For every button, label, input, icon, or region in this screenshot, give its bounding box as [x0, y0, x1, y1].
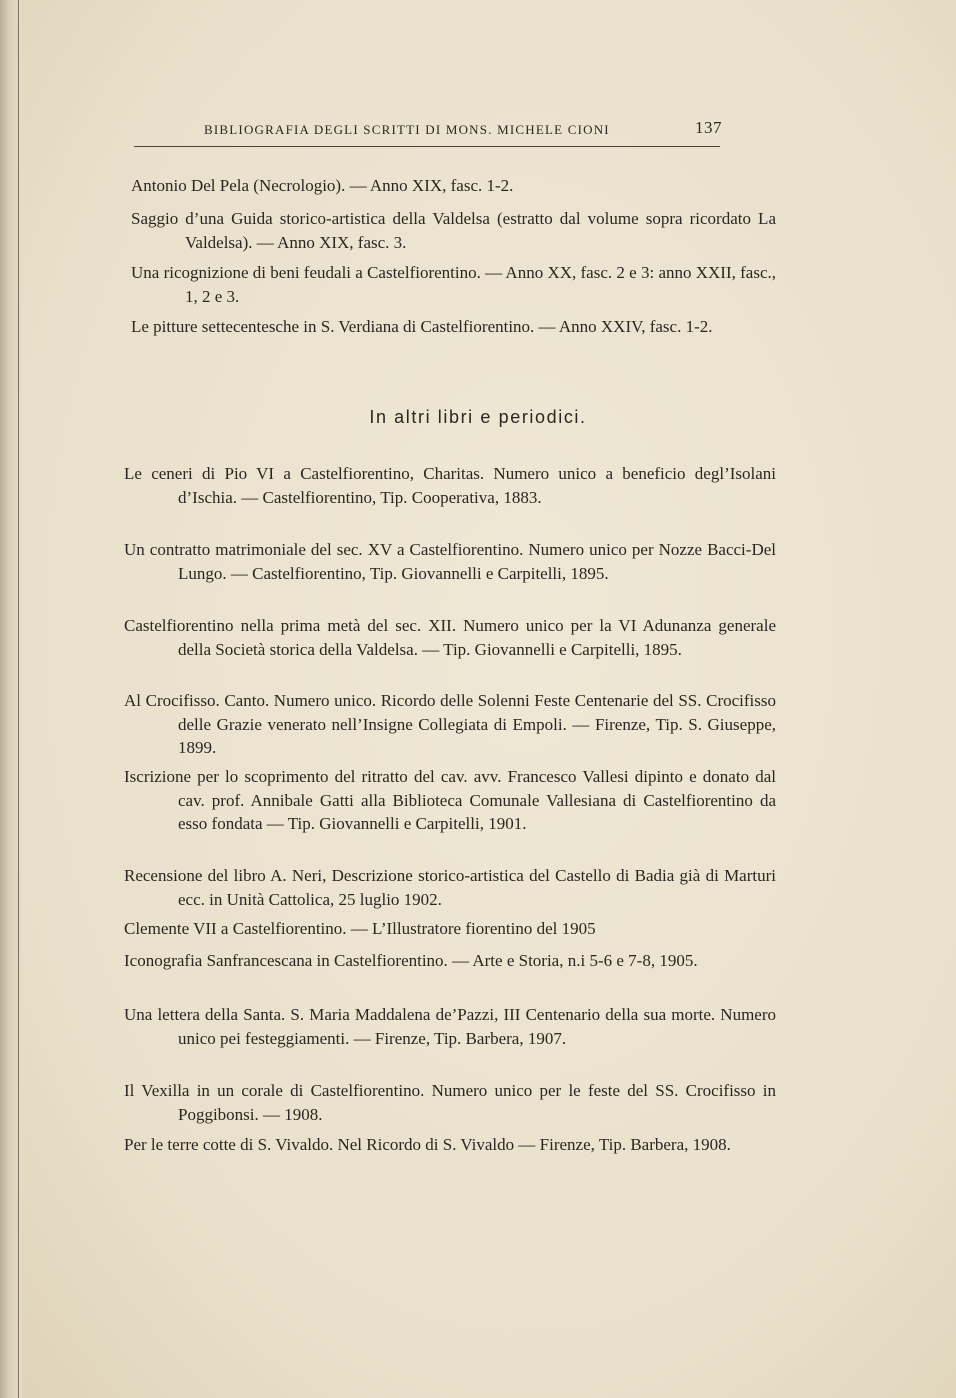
bibliography-entry: Una ricognizione di beni feudali a Castelfiorentino. — Anno XX, fasc. 2 e 3: anno XXII, fasc., 1, 2 e 3. [131, 263, 776, 306]
bibliography-entry: Una lettera della Santa. S. Maria Maddalena de’Pazzi, III Centenario della sua morte. Numero unico pei festeggiamenti. — Firenze, Tip. Barbera, 1907. [124, 1005, 776, 1048]
bibliography-entry: Un contratto matrimoniale del sec. XV a Castelfiorentino. Numero unico per Nozze Bacci-Del Lungo. — Castelfiorentino, Tip. Giovannelli e Carpitelli, 1895. [124, 540, 776, 583]
section-title: In altri libri e periodici. [369, 407, 587, 427]
header-rule [134, 146, 720, 147]
running-head: BIBLIOGRAFIA DEGLI SCRITTI DI MONS. MICHELE CIONI [204, 122, 610, 137]
bibliography-entry: Al Crocifisso. Canto. Numero unico. Ricordo delle Solenni Feste Centenarie del SS. Crocifisso delle Grazie venerato nell’Insigne Collegiata di Empoli. — Firenze, Tip. S. Giuseppe, 1899. [124, 691, 776, 757]
bibliography-entry: Recensione del libro A. Neri, Descrizione storico-artistica del Castello di Badia già di Marturi ecc. in Unità Cattolica, 25 luglio 1902. [124, 866, 776, 909]
bibliography-entry: Saggio d’una Guida storico-artistica della Valdelsa (estratto dal volume sopra ricordato La Valdelsa). — Anno XIX, fasc. 3. [131, 209, 776, 252]
page-number: 137 [695, 118, 722, 137]
bibliography-entry: Castelfiorentino nella prima metà del sec. XII. Numero unico per la VI Adunanza generale della Società storica della Valdelsa. — Tip. Giovannelli e Carpitelli, 1895. [124, 616, 776, 659]
page-header [134, 118, 722, 146]
bibliography-entry: Antonio Del Pela (Necrologio). — Anno XIX, fasc. 1-2. [131, 176, 514, 195]
bibliography-entry: Iconografia Sanfrancescana in Castelfiorentino. — Arte e Storia, n.i 5-6 e 7-8, 1905. [124, 951, 698, 970]
bibliography-entry: Iscrizione per lo scoprimento del ritratto del cav. avv. Francesco Vallesi dipinto e donato dal cav. prof. Annibale Gatti alla Biblioteca Comunale Vallesiana di Castelfiorentino da esso fondata — Tip. Giovannelli e Carpitelli, 1901. [124, 767, 776, 833]
bibliography-entry: Per le terre cotte di S. Vivaldo. Nel Ricordo di S. Vivaldo — Firenze, Tip. Barbera, 1908. [124, 1135, 731, 1154]
bibliography-entry: Le pitture settecentesche in S. Verdiana di Castelfiorentino. — Anno XXIV, fasc. 1-2. [131, 317, 713, 336]
spine-edge-line [18, 0, 19, 1398]
bibliography-entry: Il Vexilla in un corale di Castelfiorentino. Numero unico per le feste del SS. Crocifisso in Poggibonsi. — 1908. [124, 1081, 776, 1124]
bibliography-entry: Clemente VII a Castelfiorentino. — L’Illustratore fiorentino del 1905 [124, 919, 596, 938]
bibliography-entry: Le ceneri di Pio VI a Castelfiorentino, Charitas. Numero unico a beneficio degl’Isolani d’Ischia. — Castelfiorentino, Tip. Cooperativa, 1883. [124, 464, 776, 507]
